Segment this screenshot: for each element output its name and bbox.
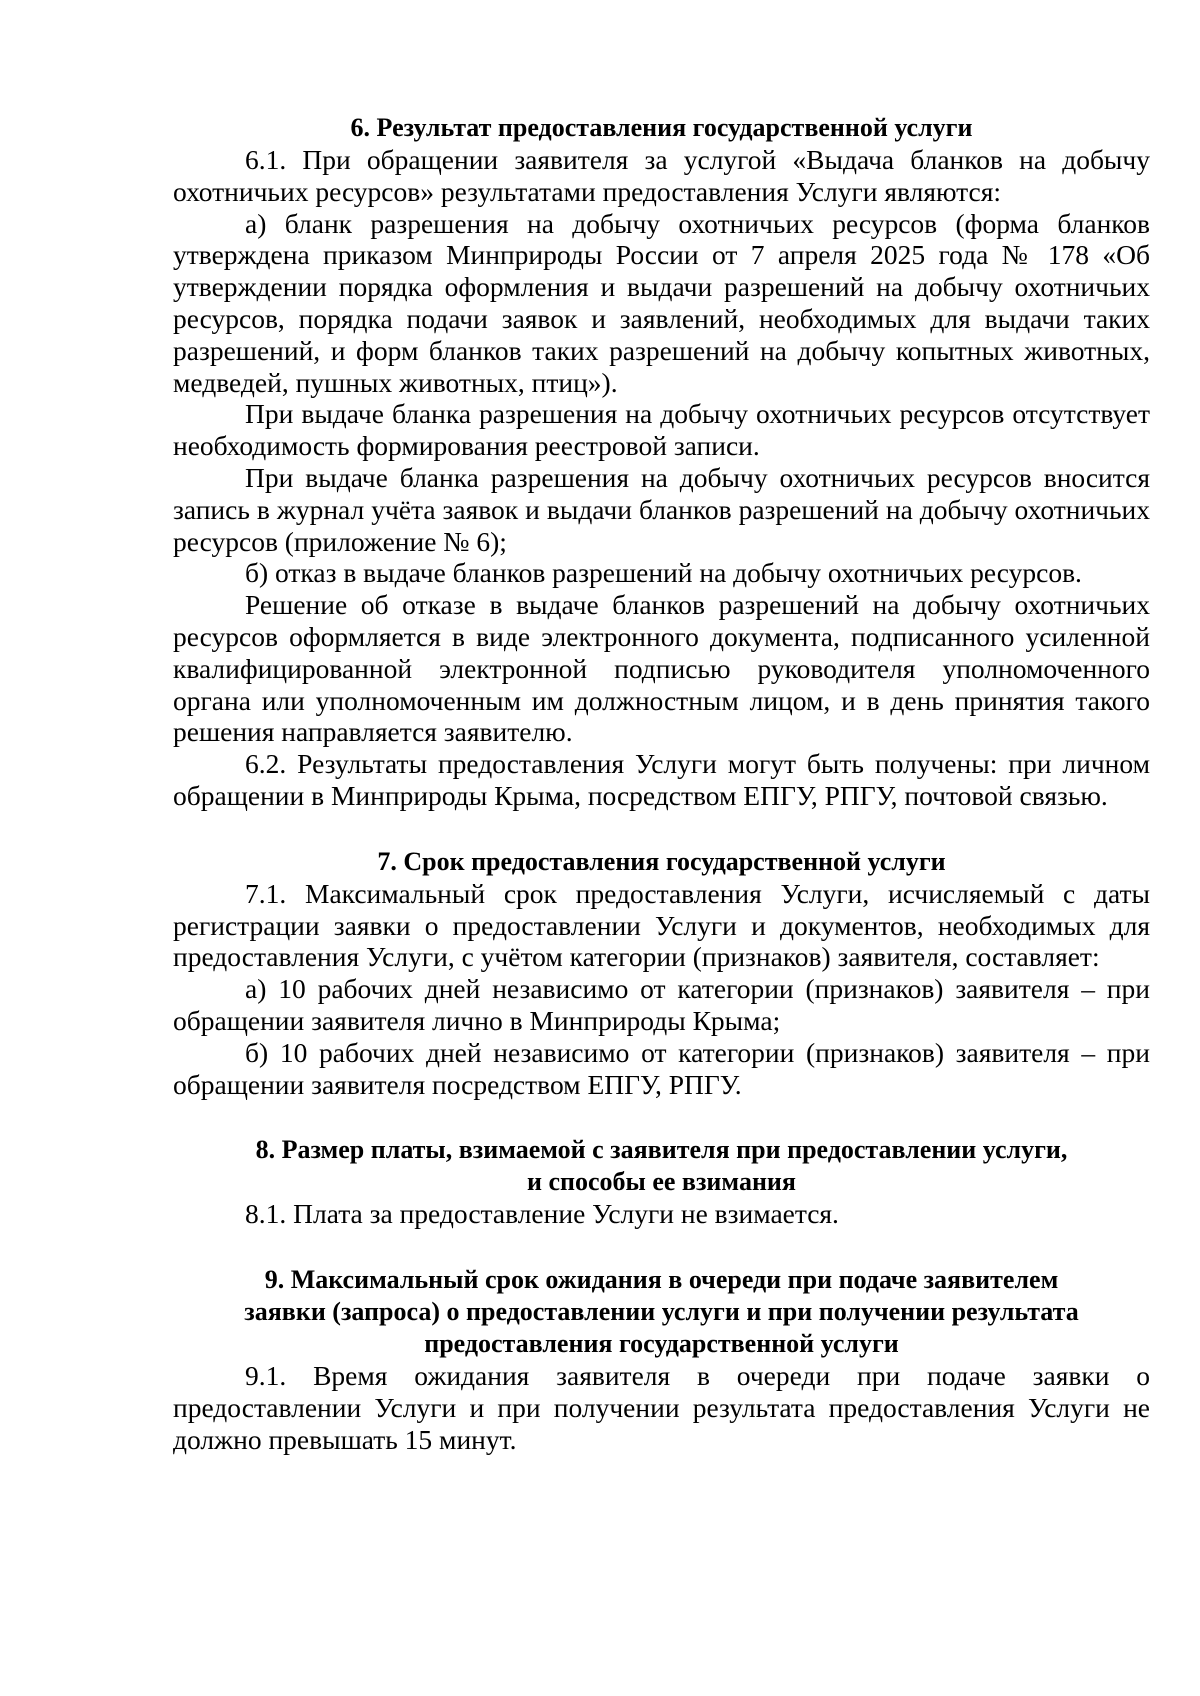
paragraph: При выдаче бланка разрешения на добычу охотничьих ресурсов отсутствует необходимость формирования реестровой записи.: [173, 398, 1150, 462]
paragraph: 6.1. При обращении заявителя за услугой «Выдача бланков на добычу охотничьих ресурсов» результатами предоставления Услуги являются:: [173, 144, 1150, 207]
paragraph: 6.2. Результаты предоставления Услуги могут быть получены: при личном обращении в Минприроды Крыма, посредством ЕПГУ, РПГУ, почтовой связью.: [173, 748, 1150, 811]
heading-line: заявки (запроса) о предоставлении услуги и при получении результата: [244, 1297, 1079, 1327]
paragraph: Решение об отказе в выдаче бланков разрешений на добычу охотничьих ресурсов оформляется в виде электронного документа, подписанного усиленной квалифицированной электронной подписью руководителя уполномоченного органа или уполномоченным им должностным лицом, и в день принятия такого решения направляется заявителю.: [173, 589, 1150, 748]
heading-line: и способы ее взимания: [527, 1167, 796, 1197]
section-9-queue-time: [173, 1264, 1150, 1455]
paragraph: При выдаче бланка разрешения на добычу охотничьих ресурсов вносится запись в журнал учёта заявок и выдачи бланков разрешений на добычу охотничьих ресурсов (приложение № 6);: [173, 461, 1150, 557]
paragraph: а) 10 рабочих дней независимо от категории (признаков) заявителя – при обращении заявителя лично в Минприроды Крыма;: [173, 973, 1150, 1036]
document-body: [173, 112, 1150, 1456]
heading-line: 8. Размер платы, взимаемой с заявителя при предоставлении услуги,: [255, 1135, 1068, 1165]
paragraph: б) отказ в выдаче бланков разрешений на добычу охотничьих ресурсов.: [245, 557, 1082, 589]
section-heading: 6. Результат предоставления государственной услуги: [350, 113, 973, 142]
paragraph: 7.1. Максимальный срок предоставления Услуги, исчисляемый с даты регистрации заявки о предоставлении Услуги и документов, необходимых для предоставления Услуги, с учётом категории (признаков) заявителя, составляет:: [173, 877, 1150, 973]
section-heading: [173, 1134, 1150, 1198]
section-heading: 7. Срок предоставления государственной услуги: [377, 846, 946, 876]
section-heading: [173, 1264, 1150, 1360]
section-7-term: [173, 846, 1150, 1101]
paragraph: а) бланк разрешения на добычу охотничьих ресурсов (форма бланков утверждена приказом Минприроды России от 7 апреля 2025 года № 178 «Об утверждении порядка оформления и выдачи разрешений на добычу охотничьих ресурсов, порядка подачи заявок и заявлений, необходимых для выдачи таких разрешений, и форм бланков таких разрешений на добычу копытных животных, медведей, пушных животных, птиц»).: [173, 207, 1150, 398]
section-6-result: [173, 112, 1150, 812]
section-8-fee: [173, 1134, 1150, 1230]
heading-line: 9. Максимальный срок ожидания в очереди при подаче заявителем: [264, 1265, 1059, 1295]
paragraph: 9.1. Время ожидания заявителя в очереди при подаче заявки о предоставлении Услуги и при получении результата предоставления Услуги не должно превышать 15 минут.: [173, 1360, 1150, 1455]
heading-line: предоставления государственной услуги: [424, 1329, 899, 1359]
paragraph: 8.1. Плата за предоставление Услуги не взимается.: [245, 1198, 839, 1230]
paragraph: б) 10 рабочих дней независимо от категории (признаков) заявителя – при обращении заявителя посредством ЕПГУ, РПГУ.: [173, 1036, 1150, 1100]
